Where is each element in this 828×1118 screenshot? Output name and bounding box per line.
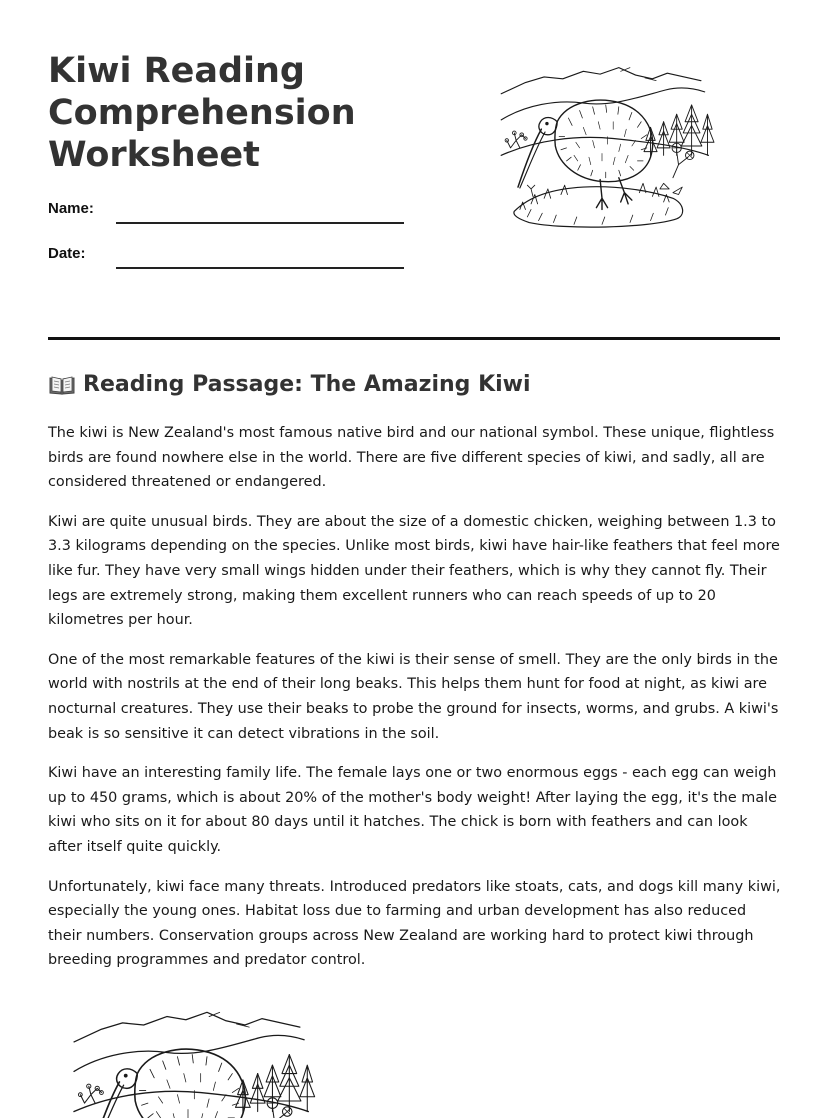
- name-label: Name:: [48, 200, 94, 217]
- passage-paragraph: Kiwi have an interesting family life. The female lays one or two enormous eggs - each egg can weigh up to 450 grams, which is about 20% of the mother's body weight! After laying the egg, it's the male kiwi who sits on it for about 80 days until it hatches. The chick is born with feathers and can look after itself quite quickly.: [48, 765, 777, 855]
- passage-paragraph: One of the most remarkable features of the kiwi is their sense of smell. They are the only birds in the world with nostrils at the end of their long beaks. This helps them hunt for food at night, as kiwi are nocturnal creatures. They use their beaks to probe the ground for insects, worms, and grubs. A kiwi's beak is so sensitive it can detect vibrations in the soil.: [48, 651, 779, 742]
- passage-paragraph: The kiwi is New Zealand's most famous native bird and our national symbol. These unique, flightless birds are found nowhere else in the world. There are five different species of kiwi, and sadly, all are considered threatened or endangered.: [48, 425, 775, 491]
- reading-passage-title: Reading Passage: The Amazing Kiwi: [83, 372, 531, 397]
- date-label: Date:: [48, 245, 86, 262]
- kiwi-illustration: [60, 1006, 316, 1118]
- kiwi-illustration-bottom: [60, 1006, 316, 1118]
- reading-passage: [48, 421, 784, 988]
- date-input-line[interactable]: [116, 267, 404, 269]
- name-input-line[interactable]: [116, 222, 404, 224]
- open-book-icon: [48, 374, 76, 396]
- name-field[interactable]: [48, 200, 408, 245]
- reading-passage-heading: [48, 372, 531, 397]
- passage-paragraph: Unfortunately, kiwi face many threats. Introduced predators like stoats, cats, and dogs kill many kiwi, especially the young ones. Habitat loss due to farming and urban development has also reduced their numbers. Conservation groups across New Zealand are working hard to protect kiwi through breeding programmes and predator control.: [48, 878, 781, 969]
- section-divider: [48, 337, 780, 340]
- passage-paragraph: Kiwi are quite unusual birds. They are about the size of a domestic chicken, weighing between 1.3 to 3.3 kilograms depending on the species. Unlike most birds, kiwi have hair-like feathers that feel more like fur. They have very small wings hidden under their feathers, which is why they cannot fly. Their legs are extremely strong, making them excellent runners who can reach speeds of up to 20 kilometres per hour.: [48, 513, 780, 629]
- worksheet-title: Kiwi Reading Comprehension Worksheet: [48, 51, 356, 175]
- kiwi-illustration: [474, 62, 730, 230]
- date-field[interactable]: [48, 245, 408, 290]
- student-fields: [48, 200, 408, 290]
